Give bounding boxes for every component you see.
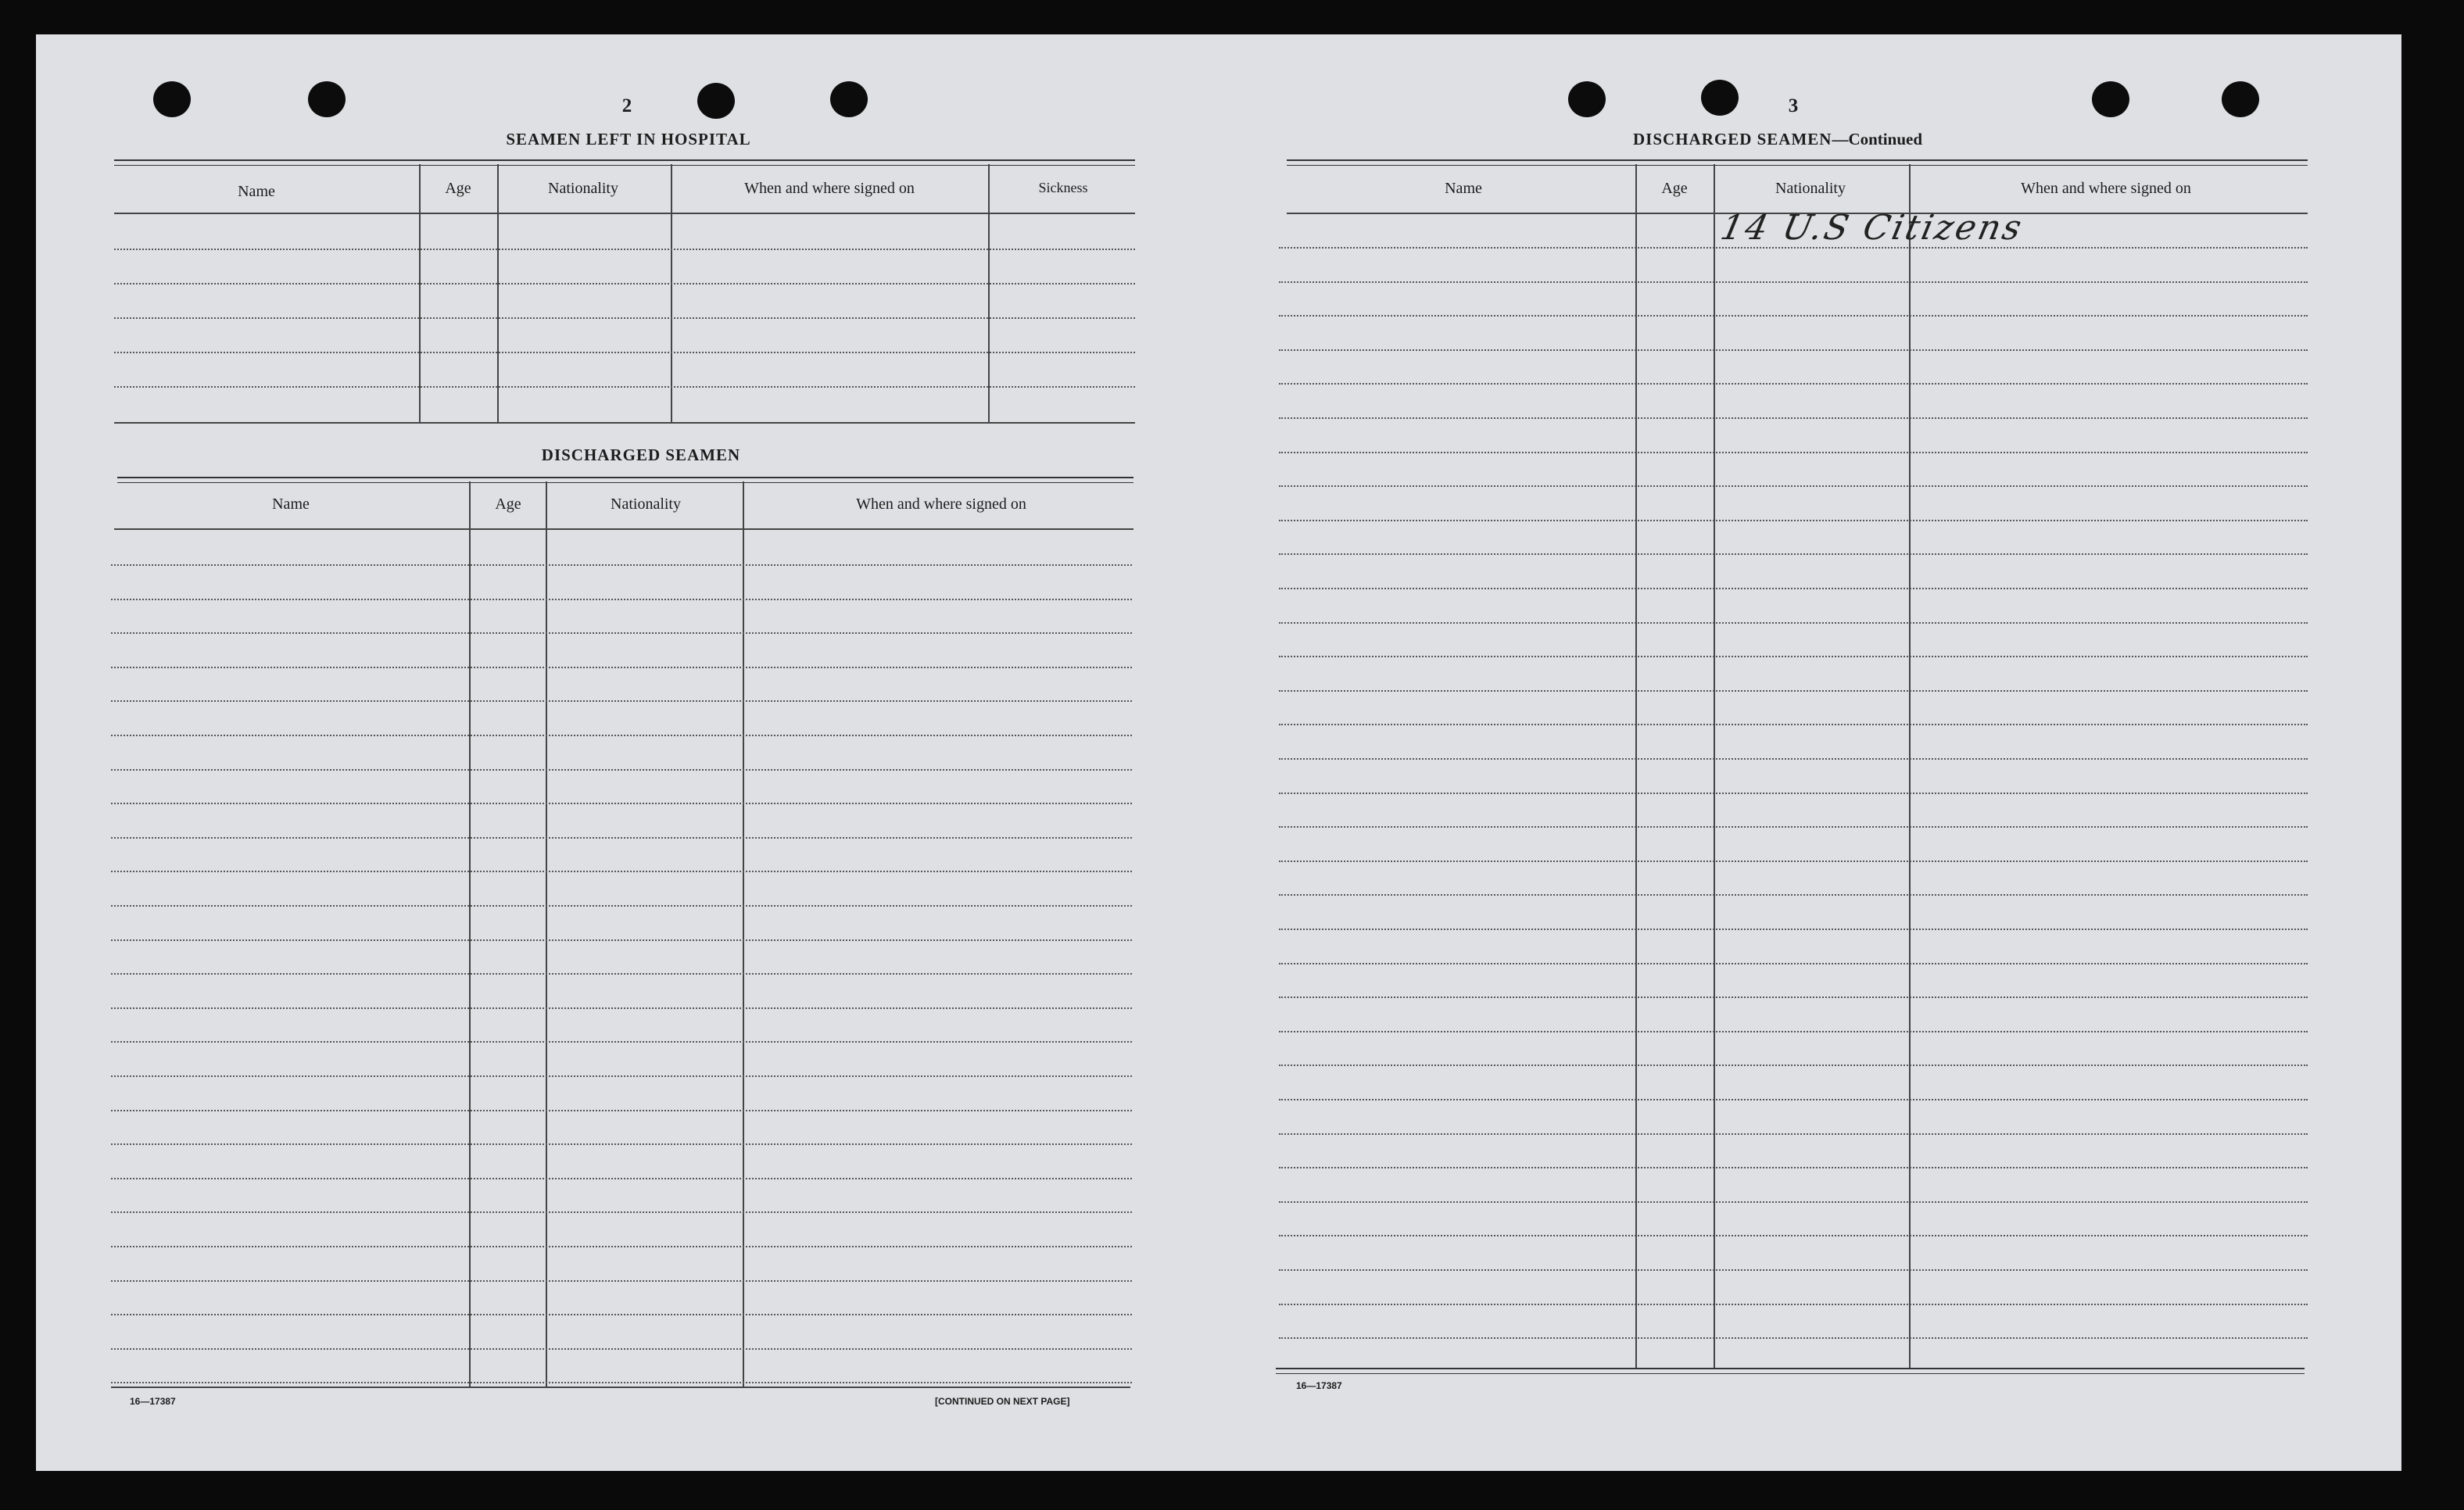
table-row-line (1279, 793, 2308, 794)
discharged-header-rule (114, 528, 1134, 530)
hospital-table-bottom-rule (114, 422, 1135, 424)
punch-hole (1701, 80, 1739, 116)
table-row-line (111, 803, 1132, 804)
table-row-line (111, 667, 1132, 668)
table-row-line (1279, 485, 2308, 487)
hospital-col-divider (988, 164, 990, 422)
table-row-line (111, 837, 1132, 839)
punch-hole (830, 81, 868, 117)
table-row-line (111, 564, 1132, 566)
table-row-line (1279, 656, 2308, 657)
hospital-col-nationality: Nationality (548, 180, 618, 197)
table-row-line (1279, 315, 2308, 317)
table-row-line (111, 1246, 1132, 1247)
document-sheet (36, 34, 2401, 1471)
discharged-col-divider (546, 481, 547, 1387)
table-row-line (111, 599, 1132, 600)
table-row-line (1279, 929, 2308, 930)
punch-hole (1568, 81, 1606, 117)
hospital-row-line (114, 386, 1135, 388)
hospital-row-line (114, 317, 1135, 319)
discharged-table-bottom-rule (111, 1387, 1130, 1388)
table-row-line (111, 735, 1132, 736)
right-table-top-rule (1287, 159, 2308, 166)
table-row-line (1279, 826, 2308, 828)
hospital-col-signed-on: When and where signed on (744, 180, 915, 197)
hospital-table-top-rule (114, 159, 1135, 166)
discharged-table-top-rule (117, 477, 1134, 483)
table-row-line (1279, 1065, 2308, 1066)
right-page-number: 3 (1788, 95, 1799, 116)
right-section-title-suffix: —Continued (1832, 130, 1922, 148)
discharged-col-divider (743, 481, 744, 1387)
hospital-section-title: SEAMEN LEFT IN HOSPITAL (506, 130, 751, 148)
right-col-nationality: Nationality (1775, 180, 1846, 197)
table-row-line (1279, 1337, 2308, 1339)
table-row-line (111, 939, 1132, 941)
table-row-line (111, 871, 1132, 872)
hospital-col-divider (497, 164, 499, 422)
punch-hole (153, 81, 191, 117)
hospital-col-name: Name (238, 183, 275, 200)
table-row-line (111, 700, 1132, 702)
table-row-line (1279, 1235, 2308, 1236)
table-row-line (1279, 1304, 2308, 1305)
table-row-line (111, 1143, 1132, 1145)
handwritten-entry: 14 U.S Citizens (1717, 208, 2028, 248)
table-row-line (111, 973, 1132, 975)
table-row-line (111, 1007, 1132, 1009)
punch-hole (2222, 81, 2259, 117)
hospital-col-age: Age (445, 180, 471, 197)
table-row-line (1279, 1133, 2308, 1135)
right-col-divider (1635, 164, 1637, 1369)
hospital-col-sickness: Sickness (1038, 180, 1088, 195)
table-row-line (111, 769, 1132, 771)
table-row-line (1279, 520, 2308, 521)
table-row-line (111, 1314, 1132, 1315)
table-row-line (1279, 1031, 2308, 1032)
right-section-title-main: DISCHARGED SEAMEN (1633, 130, 1832, 148)
table-row-line (1279, 247, 2308, 249)
right-col-name: Name (1445, 180, 1482, 197)
right-section-title (1633, 130, 1922, 149)
hospital-row-line (114, 249, 1135, 250)
table-row-line (1279, 622, 2308, 624)
table-row-line (111, 1280, 1132, 1282)
right-col-signed-on: When and where signed on (2021, 180, 2191, 197)
table-row-line (1279, 452, 2308, 453)
right-col-divider (1909, 164, 1911, 1369)
discharged-section-title: DISCHARGED SEAMEN (541, 445, 741, 464)
table-row-line (1279, 861, 2308, 862)
table-row-line (1279, 281, 2308, 283)
table-row-line (1279, 894, 2308, 896)
table-row-line (1279, 690, 2308, 692)
hospital-col-divider (671, 164, 672, 422)
table-row-line (111, 1178, 1132, 1179)
hospital-col-divider (419, 164, 421, 422)
hospital-header-rule (114, 213, 1135, 214)
punch-hole (2092, 81, 2129, 117)
hospital-row-line (114, 352, 1135, 353)
table-row-line (111, 1041, 1132, 1043)
table-row-line (1279, 758, 2308, 760)
table-row-line (111, 1075, 1132, 1077)
table-row-line (1279, 383, 2308, 385)
table-row-line (111, 1382, 1132, 1383)
hospital-row-line (114, 283, 1135, 284)
table-row-line (1279, 553, 2308, 555)
table-row-line (1279, 997, 2308, 998)
left-page-number: 2 (621, 95, 632, 116)
right-col-divider (1714, 164, 1715, 1369)
table-row-line (1279, 417, 2308, 419)
continued-note: [CONTINUED ON NEXT PAGE] (935, 1396, 1070, 1407)
table-row-line (1279, 588, 2308, 589)
table-row-line (1279, 349, 2308, 351)
punch-hole (697, 83, 735, 119)
table-row-line (1279, 1269, 2308, 1271)
table-row-line (111, 1211, 1132, 1213)
table-row-line (1279, 1099, 2308, 1100)
right-form-number: 16—17387 (1296, 1380, 1342, 1391)
table-row-line (1279, 724, 2308, 725)
discharged-col-age: Age (495, 496, 521, 513)
table-row-line (1279, 1201, 2308, 1203)
right-col-age: Age (1661, 180, 1688, 197)
discharged-col-nationality: Nationality (611, 496, 681, 513)
table-row-line (111, 905, 1132, 907)
table-row-line (111, 1348, 1132, 1350)
table-row-line (1279, 963, 2308, 964)
discharged-col-divider (469, 481, 471, 1387)
table-row-line (1279, 1167, 2308, 1168)
right-table-bottom-rule (1276, 1368, 2305, 1374)
punch-hole (308, 81, 346, 117)
discharged-col-signed-on: When and where signed on (856, 496, 1026, 513)
discharged-col-name: Name (272, 496, 310, 513)
table-row-line (111, 1110, 1132, 1111)
left-form-number: 16—17387 (130, 1396, 176, 1407)
table-row-line (111, 632, 1132, 634)
